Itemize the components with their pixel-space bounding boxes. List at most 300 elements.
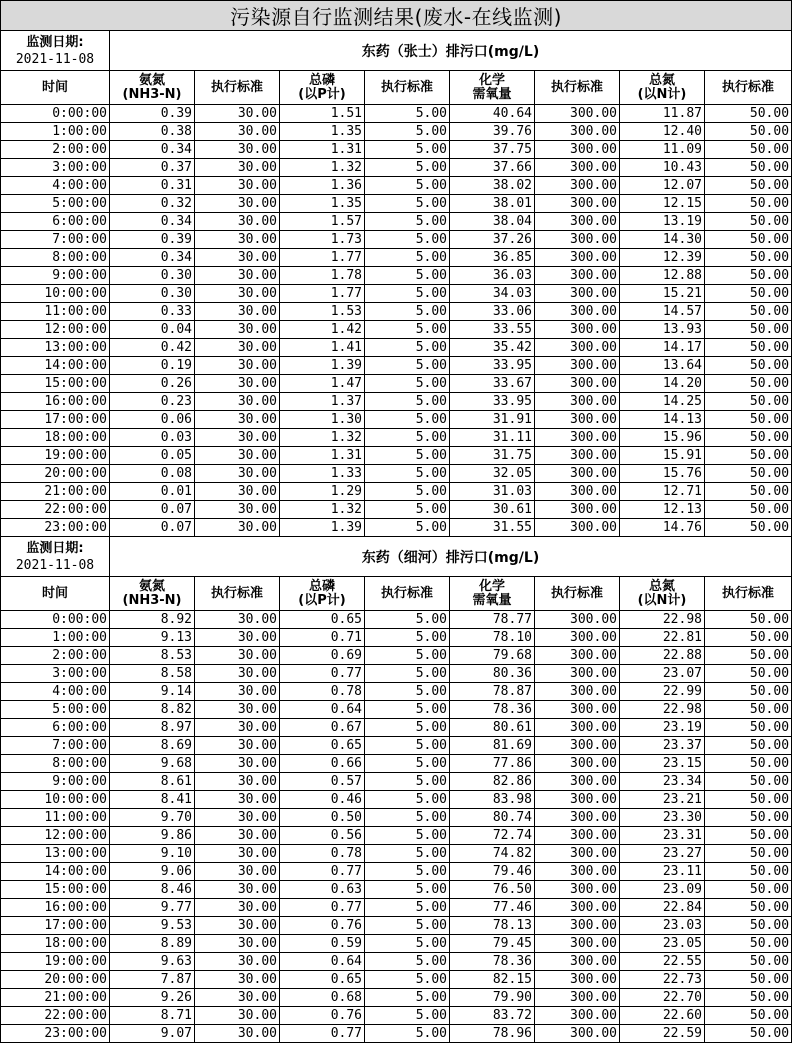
total-phosphorus-cell: 1.57 bbox=[280, 213, 365, 231]
ammonia-cell: 8.58 bbox=[110, 665, 195, 683]
ammonia-cell: 0.33 bbox=[110, 303, 195, 321]
nitrogen-standard-cell: 50.00 bbox=[705, 213, 792, 231]
cod-standard-cell: 300.00 bbox=[535, 701, 620, 719]
time-cell: 23:00:00 bbox=[1, 519, 110, 537]
ammonia-cell: 8.46 bbox=[110, 881, 195, 899]
time-cell: 8:00:00 bbox=[1, 249, 110, 267]
table-row bbox=[1, 501, 792, 519]
time-cell: 20:00:00 bbox=[1, 465, 110, 483]
cod-cell: 80.74 bbox=[450, 809, 535, 827]
cod-cell: 32.05 bbox=[450, 465, 535, 483]
total-nitrogen-cell: 23.30 bbox=[620, 809, 705, 827]
cod-cell: 82.15 bbox=[450, 971, 535, 989]
header-standard-text: 执行标准 bbox=[380, 585, 433, 601]
table-row bbox=[1, 935, 792, 953]
phosphorus-standard-cell: 5.00 bbox=[365, 1025, 450, 1043]
header-total-phosphorus-text: 总磷 bbox=[308, 72, 335, 88]
header-total-phosphorus-text: (以P计) bbox=[298, 86, 346, 102]
table-row bbox=[1, 159, 792, 177]
total-nitrogen-cell: 14.13 bbox=[620, 411, 705, 429]
time-cell: 6:00:00 bbox=[1, 719, 110, 737]
table-row bbox=[1, 845, 792, 863]
phosphorus-standard-cell: 5.00 bbox=[365, 375, 450, 393]
nitrogen-standard-cell: 50.00 bbox=[705, 647, 792, 665]
cod-cell: 72.74 bbox=[450, 827, 535, 845]
cod-cell: 33.95 bbox=[450, 357, 535, 375]
time-cell: 19:00:00 bbox=[1, 953, 110, 971]
nitrogen-standard-cell: 50.00 bbox=[705, 899, 792, 917]
phosphorus-standard-cell: 5.00 bbox=[365, 393, 450, 411]
total-phosphorus-cell: 0.64 bbox=[280, 953, 365, 971]
table-row bbox=[1, 195, 792, 213]
ammonia-cell: 0.04 bbox=[110, 321, 195, 339]
table-row bbox=[1, 1007, 792, 1025]
nitrogen-standard-cell: 50.00 bbox=[705, 123, 792, 141]
table-row bbox=[1, 483, 792, 501]
nitrogen-standard-cell: 50.00 bbox=[705, 519, 792, 537]
header-time-text: 时间 bbox=[41, 79, 68, 95]
cod-cell: 38.01 bbox=[450, 195, 535, 213]
nitrogen-standard-cell: 50.00 bbox=[705, 791, 792, 809]
time-cell: 15:00:00 bbox=[1, 881, 110, 899]
ammonia-standard-cell: 30.00 bbox=[195, 1025, 280, 1043]
monitoring-date-label: 监测日期: bbox=[26, 540, 84, 556]
phosphorus-standard-cell: 5.00 bbox=[365, 465, 450, 483]
ammonia-cell: 9.68 bbox=[110, 755, 195, 773]
time-cell: 22:00:00 bbox=[1, 1007, 110, 1025]
ammonia-standard-cell: 30.00 bbox=[195, 917, 280, 935]
total-nitrogen-cell: 22.59 bbox=[620, 1025, 705, 1043]
phosphorus-standard-cell: 5.00 bbox=[365, 195, 450, 213]
cod-standard-cell: 300.00 bbox=[535, 1025, 620, 1043]
phosphorus-standard-cell: 5.00 bbox=[365, 141, 450, 159]
ammonia-cell: 0.05 bbox=[110, 447, 195, 465]
cod-cell: 79.45 bbox=[450, 935, 535, 953]
time-cell: 17:00:00 bbox=[1, 411, 110, 429]
ammonia-cell: 8.71 bbox=[110, 1007, 195, 1025]
ammonia-cell: 8.41 bbox=[110, 791, 195, 809]
cod-cell: 76.50 bbox=[450, 881, 535, 899]
ammonia-standard-cell: 30.00 bbox=[195, 213, 280, 231]
ammonia-cell: 9.77 bbox=[110, 899, 195, 917]
ammonia-cell: 9.14 bbox=[110, 683, 195, 701]
cod-standard-cell: 300.00 bbox=[535, 971, 620, 989]
ammonia-standard-cell: 30.00 bbox=[195, 177, 280, 195]
total-nitrogen-cell: 10.43 bbox=[620, 159, 705, 177]
header-ammonia-text: 氨氮 bbox=[138, 578, 165, 594]
header-standard bbox=[195, 71, 280, 105]
ammonia-cell: 0.08 bbox=[110, 465, 195, 483]
ammonia-cell: 8.53 bbox=[110, 647, 195, 665]
phosphorus-standard-cell: 5.00 bbox=[365, 863, 450, 881]
cod-cell: 38.02 bbox=[450, 177, 535, 195]
table-row bbox=[1, 611, 792, 629]
table-row bbox=[1, 249, 792, 267]
total-nitrogen-cell: 23.15 bbox=[620, 755, 705, 773]
cod-standard-cell: 300.00 bbox=[535, 989, 620, 1007]
cod-cell: 78.36 bbox=[450, 953, 535, 971]
phosphorus-standard-cell: 5.00 bbox=[365, 177, 450, 195]
table-row bbox=[1, 683, 792, 701]
cod-cell: 37.75 bbox=[450, 141, 535, 159]
cod-standard-cell: 300.00 bbox=[535, 519, 620, 537]
cod-cell: 31.91 bbox=[450, 411, 535, 429]
nitrogen-standard-cell: 50.00 bbox=[705, 611, 792, 629]
ammonia-cell: 0.31 bbox=[110, 177, 195, 195]
total-phosphorus-cell: 1.31 bbox=[280, 141, 365, 159]
total-nitrogen-cell: 14.20 bbox=[620, 375, 705, 393]
ammonia-standard-cell: 30.00 bbox=[195, 665, 280, 683]
header-standard-text: 执行标准 bbox=[722, 79, 775, 95]
phosphorus-standard-cell: 5.00 bbox=[365, 159, 450, 177]
total-nitrogen-cell: 12.40 bbox=[620, 123, 705, 141]
table-row bbox=[1, 1025, 792, 1043]
time-cell: 9:00:00 bbox=[1, 267, 110, 285]
ammonia-cell: 0.07 bbox=[110, 519, 195, 537]
phosphorus-standard-cell: 5.00 bbox=[365, 231, 450, 249]
phosphorus-standard-cell: 5.00 bbox=[365, 827, 450, 845]
ammonia-cell: 0.34 bbox=[110, 249, 195, 267]
header-standard-text: 执行标准 bbox=[210, 585, 263, 601]
ammonia-standard-cell: 30.00 bbox=[195, 881, 280, 899]
cod-standard-cell: 300.00 bbox=[535, 845, 620, 863]
total-phosphorus-cell: 0.78 bbox=[280, 845, 365, 863]
outlet-name: 东药（张士）排污口(mg/L) bbox=[110, 31, 792, 71]
cod-standard-cell: 300.00 bbox=[535, 827, 620, 845]
total-phosphorus-cell: 0.78 bbox=[280, 683, 365, 701]
total-nitrogen-cell: 23.11 bbox=[620, 863, 705, 881]
cod-standard-cell: 300.00 bbox=[535, 393, 620, 411]
phosphorus-standard-cell: 5.00 bbox=[365, 611, 450, 629]
cod-cell: 79.68 bbox=[450, 647, 535, 665]
total-nitrogen-cell: 22.98 bbox=[620, 701, 705, 719]
table-row bbox=[1, 411, 792, 429]
ammonia-standard-cell: 30.00 bbox=[195, 429, 280, 447]
cod-cell: 80.61 bbox=[450, 719, 535, 737]
ammonia-cell: 9.53 bbox=[110, 917, 195, 935]
table-row bbox=[1, 989, 792, 1007]
cod-standard-cell: 300.00 bbox=[535, 629, 620, 647]
phosphorus-standard-cell: 5.00 bbox=[365, 303, 450, 321]
ammonia-standard-cell: 30.00 bbox=[195, 267, 280, 285]
table-row bbox=[1, 321, 792, 339]
nitrogen-standard-cell: 50.00 bbox=[705, 863, 792, 881]
cod-standard-cell: 300.00 bbox=[535, 881, 620, 899]
ammonia-standard-cell: 30.00 bbox=[195, 357, 280, 375]
cod-standard-cell: 300.00 bbox=[535, 285, 620, 303]
cod-cell: 36.03 bbox=[450, 267, 535, 285]
nitrogen-standard-cell: 50.00 bbox=[705, 321, 792, 339]
phosphorus-standard-cell: 5.00 bbox=[365, 899, 450, 917]
total-phosphorus-cell: 1.77 bbox=[280, 249, 365, 267]
time-cell: 10:00:00 bbox=[1, 285, 110, 303]
cod-standard-cell: 300.00 bbox=[535, 501, 620, 519]
nitrogen-standard-cell: 50.00 bbox=[705, 267, 792, 285]
ammonia-standard-cell: 30.00 bbox=[195, 303, 280, 321]
ammonia-cell: 0.23 bbox=[110, 393, 195, 411]
cod-standard-cell: 300.00 bbox=[535, 231, 620, 249]
table-row bbox=[1, 519, 792, 537]
total-nitrogen-cell: 22.88 bbox=[620, 647, 705, 665]
ammonia-cell: 0.39 bbox=[110, 231, 195, 249]
cod-cell: 33.67 bbox=[450, 375, 535, 393]
total-nitrogen-cell: 13.19 bbox=[620, 213, 705, 231]
table-row bbox=[1, 123, 792, 141]
phosphorus-standard-cell: 5.00 bbox=[365, 665, 450, 683]
ammonia-standard-cell: 30.00 bbox=[195, 809, 280, 827]
report-title-row bbox=[1, 1, 792, 31]
header-cod-text: 需氧量 bbox=[472, 592, 512, 608]
table-row bbox=[1, 971, 792, 989]
total-phosphorus-cell: 1.41 bbox=[280, 339, 365, 357]
cod-cell: 40.64 bbox=[450, 105, 535, 123]
total-nitrogen-cell: 15.91 bbox=[620, 447, 705, 465]
header-standard-text: 执行标准 bbox=[550, 585, 603, 601]
ammonia-standard-cell: 30.00 bbox=[195, 339, 280, 357]
ammonia-cell: 0.07 bbox=[110, 501, 195, 519]
ammonia-standard-cell: 30.00 bbox=[195, 611, 280, 629]
table-row bbox=[1, 447, 792, 465]
cod-standard-cell: 300.00 bbox=[535, 953, 620, 971]
total-phosphorus-cell: 0.57 bbox=[280, 773, 365, 791]
cod-standard-cell: 300.00 bbox=[535, 809, 620, 827]
ammonia-cell: 0.26 bbox=[110, 375, 195, 393]
phosphorus-standard-cell: 5.00 bbox=[365, 989, 450, 1007]
ammonia-standard-cell: 30.00 bbox=[195, 755, 280, 773]
total-phosphorus-cell: 0.69 bbox=[280, 647, 365, 665]
total-nitrogen-cell: 12.13 bbox=[620, 501, 705, 519]
phosphorus-standard-cell: 5.00 bbox=[365, 935, 450, 953]
ammonia-standard-cell: 30.00 bbox=[195, 971, 280, 989]
total-nitrogen-cell: 23.37 bbox=[620, 737, 705, 755]
total-nitrogen-cell: 22.70 bbox=[620, 989, 705, 1007]
ammonia-standard-cell: 30.00 bbox=[195, 953, 280, 971]
ammonia-cell: 0.03 bbox=[110, 429, 195, 447]
nitrogen-standard-cell: 50.00 bbox=[705, 935, 792, 953]
cod-cell: 30.61 bbox=[450, 501, 535, 519]
cod-cell: 83.72 bbox=[450, 1007, 535, 1025]
phosphorus-standard-cell: 5.00 bbox=[365, 249, 450, 267]
ammonia-standard-cell: 30.00 bbox=[195, 629, 280, 647]
time-cell: 13:00:00 bbox=[1, 339, 110, 357]
total-nitrogen-cell: 15.21 bbox=[620, 285, 705, 303]
header-time bbox=[1, 577, 110, 611]
nitrogen-standard-cell: 50.00 bbox=[705, 141, 792, 159]
nitrogen-standard-cell: 50.00 bbox=[705, 773, 792, 791]
total-nitrogen-cell: 23.09 bbox=[620, 881, 705, 899]
header-total-nitrogen-text: (以N计) bbox=[637, 592, 687, 608]
total-phosphorus-cell: 1.36 bbox=[280, 177, 365, 195]
header-standard bbox=[195, 577, 280, 611]
time-cell: 7:00:00 bbox=[1, 737, 110, 755]
header-total-phosphorus bbox=[280, 577, 365, 611]
total-nitrogen-cell: 23.31 bbox=[620, 827, 705, 845]
ammonia-standard-cell: 30.00 bbox=[195, 195, 280, 213]
cod-standard-cell: 300.00 bbox=[535, 105, 620, 123]
phosphorus-standard-cell: 5.00 bbox=[365, 917, 450, 935]
cod-cell: 80.36 bbox=[450, 665, 535, 683]
total-nitrogen-cell: 22.55 bbox=[620, 953, 705, 971]
nitrogen-standard-cell: 50.00 bbox=[705, 755, 792, 773]
table-row bbox=[1, 881, 792, 899]
cod-standard-cell: 300.00 bbox=[535, 737, 620, 755]
nitrogen-standard-cell: 50.00 bbox=[705, 1007, 792, 1025]
ammonia-cell: 9.26 bbox=[110, 989, 195, 1007]
header-standard-text: 执行标准 bbox=[380, 79, 433, 95]
ammonia-standard-cell: 30.00 bbox=[195, 393, 280, 411]
ammonia-cell: 9.13 bbox=[110, 629, 195, 647]
total-phosphorus-cell: 1.73 bbox=[280, 231, 365, 249]
time-cell: 20:00:00 bbox=[1, 971, 110, 989]
total-nitrogen-cell: 13.93 bbox=[620, 321, 705, 339]
total-nitrogen-cell: 23.07 bbox=[620, 665, 705, 683]
phosphorus-standard-cell: 5.00 bbox=[365, 971, 450, 989]
ammonia-standard-cell: 30.00 bbox=[195, 719, 280, 737]
total-phosphorus-cell: 1.39 bbox=[280, 519, 365, 537]
header-cod bbox=[450, 577, 535, 611]
nitrogen-standard-cell: 50.00 bbox=[705, 249, 792, 267]
phosphorus-standard-cell: 5.00 bbox=[365, 411, 450, 429]
table-row bbox=[1, 213, 792, 231]
total-phosphorus-cell: 1.42 bbox=[280, 321, 365, 339]
nitrogen-standard-cell: 50.00 bbox=[705, 177, 792, 195]
ammonia-standard-cell: 30.00 bbox=[195, 501, 280, 519]
cod-cell: 79.90 bbox=[450, 989, 535, 1007]
ammonia-cell: 0.19 bbox=[110, 357, 195, 375]
ammonia-standard-cell: 30.00 bbox=[195, 647, 280, 665]
phosphorus-standard-cell: 5.00 bbox=[365, 501, 450, 519]
total-nitrogen-cell: 14.25 bbox=[620, 393, 705, 411]
cod-standard-cell: 300.00 bbox=[535, 465, 620, 483]
time-cell: 13:00:00 bbox=[1, 845, 110, 863]
nitrogen-standard-cell: 50.00 bbox=[705, 195, 792, 213]
cod-cell: 35.42 bbox=[450, 339, 535, 357]
cod-cell: 78.13 bbox=[450, 917, 535, 935]
cod-cell: 78.10 bbox=[450, 629, 535, 647]
time-cell: 4:00:00 bbox=[1, 177, 110, 195]
total-nitrogen-cell: 12.71 bbox=[620, 483, 705, 501]
total-phosphorus-cell: 0.46 bbox=[280, 791, 365, 809]
total-phosphorus-cell: 1.47 bbox=[280, 375, 365, 393]
cod-cell: 36.85 bbox=[450, 249, 535, 267]
column-header-row bbox=[1, 71, 792, 105]
nitrogen-standard-cell: 50.00 bbox=[705, 737, 792, 755]
total-nitrogen-cell: 15.76 bbox=[620, 465, 705, 483]
header-total-nitrogen bbox=[620, 577, 705, 611]
time-cell: 9:00:00 bbox=[1, 773, 110, 791]
total-phosphorus-cell: 1.37 bbox=[280, 393, 365, 411]
header-standard-text: 执行标准 bbox=[210, 79, 263, 95]
cod-standard-cell: 300.00 bbox=[535, 935, 620, 953]
header-standard bbox=[365, 71, 450, 105]
total-nitrogen-cell: 22.73 bbox=[620, 971, 705, 989]
total-nitrogen-cell: 22.81 bbox=[620, 629, 705, 647]
time-cell: 14:00:00 bbox=[1, 863, 110, 881]
nitrogen-standard-cell: 50.00 bbox=[705, 953, 792, 971]
total-phosphorus-cell: 0.76 bbox=[280, 1007, 365, 1025]
ammonia-cell: 8.69 bbox=[110, 737, 195, 755]
nitrogen-standard-cell: 50.00 bbox=[705, 429, 792, 447]
table-row bbox=[1, 917, 792, 935]
cod-standard-cell: 300.00 bbox=[535, 141, 620, 159]
cod-standard-cell: 300.00 bbox=[535, 195, 620, 213]
nitrogen-standard-cell: 50.00 bbox=[705, 845, 792, 863]
cod-standard-cell: 300.00 bbox=[535, 177, 620, 195]
monitoring-date-label: 监测日期: bbox=[26, 34, 84, 50]
time-cell: 1:00:00 bbox=[1, 629, 110, 647]
phosphorus-standard-cell: 5.00 bbox=[365, 737, 450, 755]
header-total-nitrogen-text: 总氮 bbox=[648, 578, 675, 594]
ammonia-standard-cell: 30.00 bbox=[195, 827, 280, 845]
ammonia-cell: 8.97 bbox=[110, 719, 195, 737]
header-ammonia bbox=[110, 577, 195, 611]
nitrogen-standard-cell: 50.00 bbox=[705, 665, 792, 683]
table-row bbox=[1, 105, 792, 123]
time-cell: 2:00:00 bbox=[1, 647, 110, 665]
total-nitrogen-cell: 14.17 bbox=[620, 339, 705, 357]
total-nitrogen-cell: 23.27 bbox=[620, 845, 705, 863]
total-nitrogen-cell: 23.21 bbox=[620, 791, 705, 809]
total-phosphorus-cell: 1.30 bbox=[280, 411, 365, 429]
phosphorus-standard-cell: 5.00 bbox=[365, 683, 450, 701]
cod-standard-cell: 300.00 bbox=[535, 683, 620, 701]
cod-standard-cell: 300.00 bbox=[535, 791, 620, 809]
ammonia-cell: 8.61 bbox=[110, 773, 195, 791]
table-row bbox=[1, 629, 792, 647]
cod-cell: 31.03 bbox=[450, 483, 535, 501]
nitrogen-standard-cell: 50.00 bbox=[705, 701, 792, 719]
cod-standard-cell: 300.00 bbox=[535, 447, 620, 465]
cod-cell: 83.98 bbox=[450, 791, 535, 809]
table-row bbox=[1, 267, 792, 285]
ammonia-standard-cell: 30.00 bbox=[195, 773, 280, 791]
cod-standard-cell: 300.00 bbox=[535, 917, 620, 935]
total-phosphorus-cell: 1.32 bbox=[280, 501, 365, 519]
nitrogen-standard-cell: 50.00 bbox=[705, 159, 792, 177]
ammonia-cell: 7.87 bbox=[110, 971, 195, 989]
nitrogen-standard-cell: 50.00 bbox=[705, 105, 792, 123]
cod-cell: 31.75 bbox=[450, 447, 535, 465]
phosphorus-standard-cell: 5.00 bbox=[365, 845, 450, 863]
ammonia-standard-cell: 30.00 bbox=[195, 989, 280, 1007]
total-phosphorus-cell: 0.64 bbox=[280, 701, 365, 719]
ammonia-cell: 0.32 bbox=[110, 195, 195, 213]
ammonia-standard-cell: 30.00 bbox=[195, 159, 280, 177]
cod-cell: 31.55 bbox=[450, 519, 535, 537]
total-phosphorus-cell: 0.50 bbox=[280, 809, 365, 827]
table-row bbox=[1, 737, 792, 755]
table-row bbox=[1, 339, 792, 357]
cod-cell: 33.95 bbox=[450, 393, 535, 411]
cod-cell: 38.04 bbox=[450, 213, 535, 231]
cod-cell: 79.46 bbox=[450, 863, 535, 881]
total-phosphorus-cell: 0.59 bbox=[280, 935, 365, 953]
header-cod bbox=[450, 71, 535, 105]
ammonia-cell: 0.42 bbox=[110, 339, 195, 357]
phosphorus-standard-cell: 5.00 bbox=[365, 321, 450, 339]
cod-cell: 74.82 bbox=[450, 845, 535, 863]
phosphorus-standard-cell: 5.00 bbox=[365, 953, 450, 971]
total-phosphorus-cell: 1.39 bbox=[280, 357, 365, 375]
nitrogen-standard-cell: 50.00 bbox=[705, 303, 792, 321]
table-row bbox=[1, 375, 792, 393]
cod-cell: 37.26 bbox=[450, 231, 535, 249]
ammonia-standard-cell: 30.00 bbox=[195, 141, 280, 159]
time-cell: 11:00:00 bbox=[1, 303, 110, 321]
time-cell: 3:00:00 bbox=[1, 159, 110, 177]
header-cod-text: 化学 bbox=[478, 578, 505, 594]
report-title: 污染源自行监测结果(废水-在线监测) bbox=[1, 1, 792, 31]
